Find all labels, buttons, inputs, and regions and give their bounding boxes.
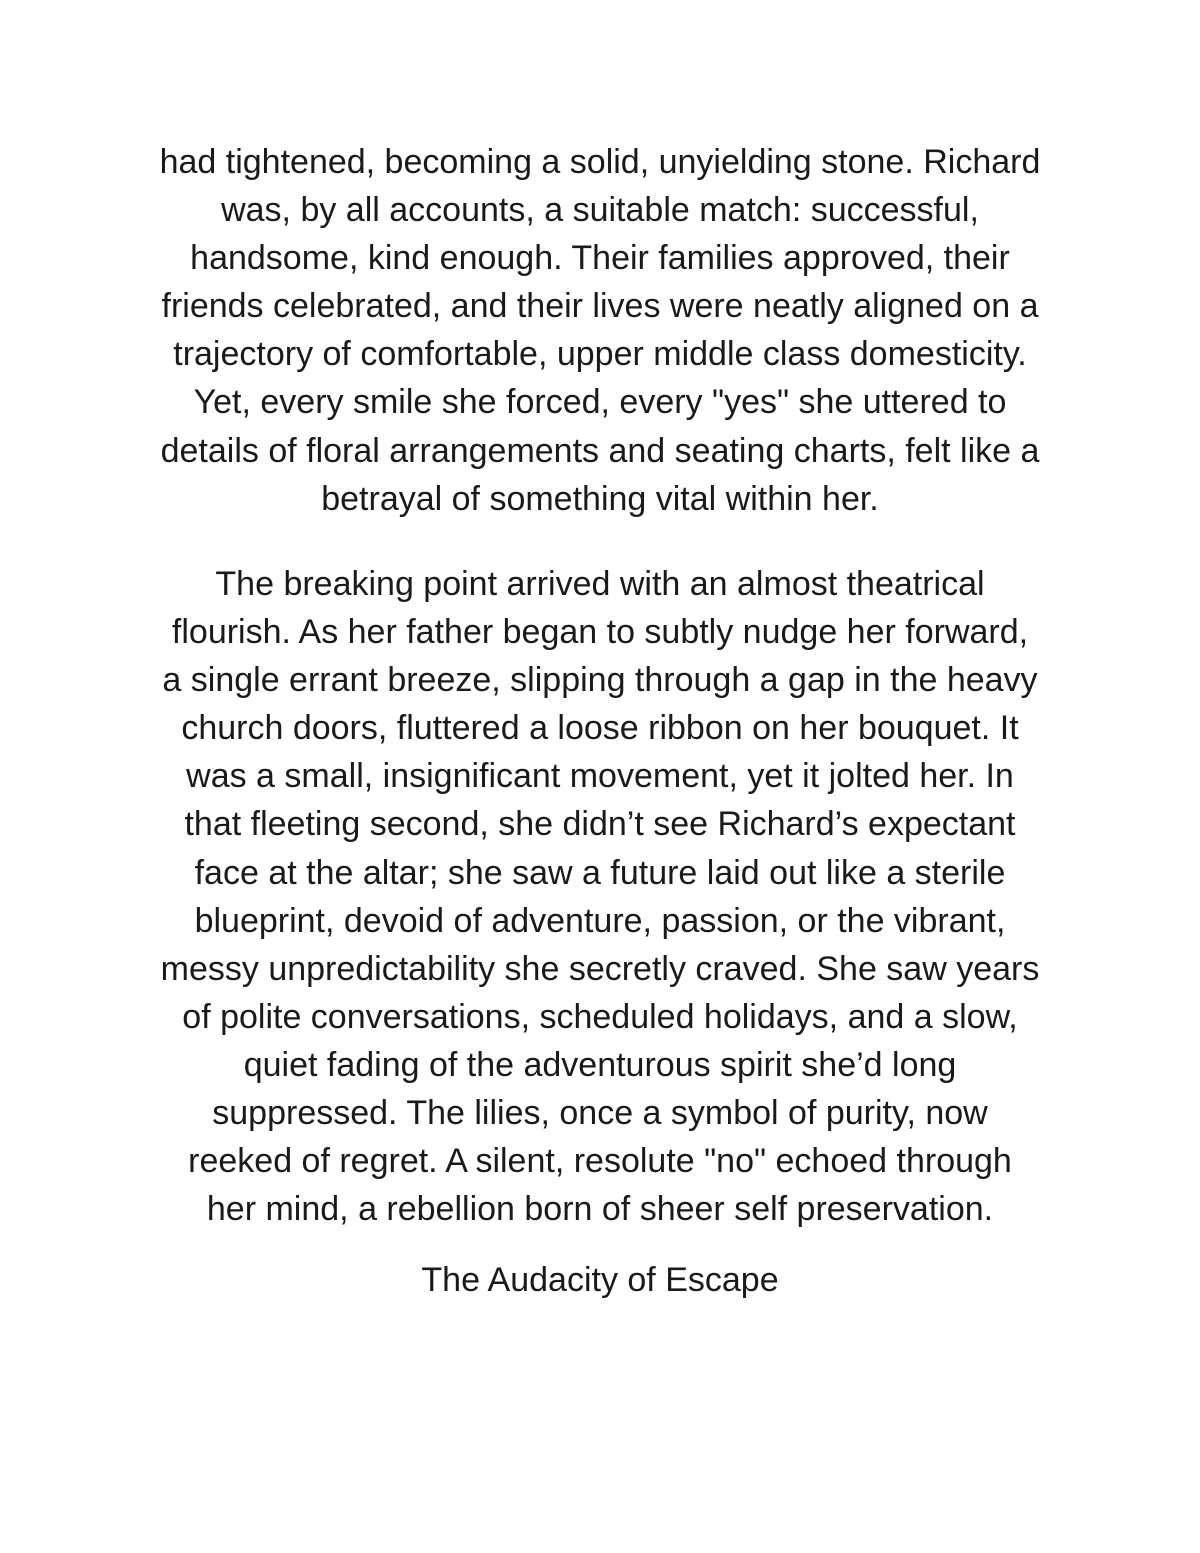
paragraph-line: handsome, kind enough. Their families approved, their bbox=[190, 239, 1010, 278]
section-heading bbox=[100, 1256, 1100, 1304]
paragraph-line: blueprint, devoid of adventure, passion, or the vibrant, bbox=[194, 901, 1006, 940]
paragraph-line: trajectory of comfortable, upper middle class domesticity. bbox=[173, 335, 1027, 374]
paragraph-line: face at the altar; she saw a future laid out like a sterile bbox=[194, 853, 1006, 892]
paragraph-line: that fleeting second, she didn’t see Richard’s expectant bbox=[184, 805, 1016, 844]
paragraph-line: betrayal of something vital within her. bbox=[321, 479, 879, 518]
paragraph-line: was, by all accounts, a suitable match: successful, bbox=[221, 191, 979, 230]
paragraph-line: flourish. As her father began to subtly nudge her forward, bbox=[171, 613, 1029, 652]
paragraph-line: of polite conversations, scheduled holidays, and a slow, bbox=[182, 997, 1018, 1036]
paragraph-line: church doors, fluttered a loose ribbon on her bouquet. It bbox=[181, 709, 1019, 748]
paragraph-line: details of floral arrangements and seating charts, felt like a bbox=[160, 431, 1040, 470]
paragraph-line: messy unpredictability she secretly craved. She saw years bbox=[160, 949, 1040, 988]
paragraph-line: reeked of regret. A silent, resolute "no" echoed through bbox=[188, 1142, 1012, 1181]
paragraph-line: Yet, every smile she forced, every "yes" she uttered to bbox=[193, 383, 1007, 422]
section-heading-text: The Audacity of Escape bbox=[421, 1261, 779, 1299]
paragraph-line: The breaking point arrived with an almost theatrical bbox=[215, 565, 985, 603]
paragraph-line: her mind, a rebellion born of sheer self preservation. bbox=[206, 1190, 994, 1229]
paragraph-line: a single errant breeze, slipping through a gap in the heavy bbox=[162, 661, 1038, 700]
paragraph-2 bbox=[100, 560, 1100, 1233]
paragraph-line: suppressed. The lilies, once a symbol of purity, now bbox=[212, 1094, 988, 1133]
paragraph-line: had tightened, becoming a solid, unyielding stone. Richard bbox=[159, 143, 1041, 181]
paragraph-line: was a small, insignificant movement, yet it jolted her. In bbox=[186, 757, 1014, 796]
paragraph-line: quiet fading of the adventurous spirit she’d long bbox=[243, 1045, 957, 1084]
paragraph-line: friends celebrated, and their lives were neatly aligned on a bbox=[161, 287, 1039, 326]
paragraph-1 bbox=[100, 138, 1100, 523]
